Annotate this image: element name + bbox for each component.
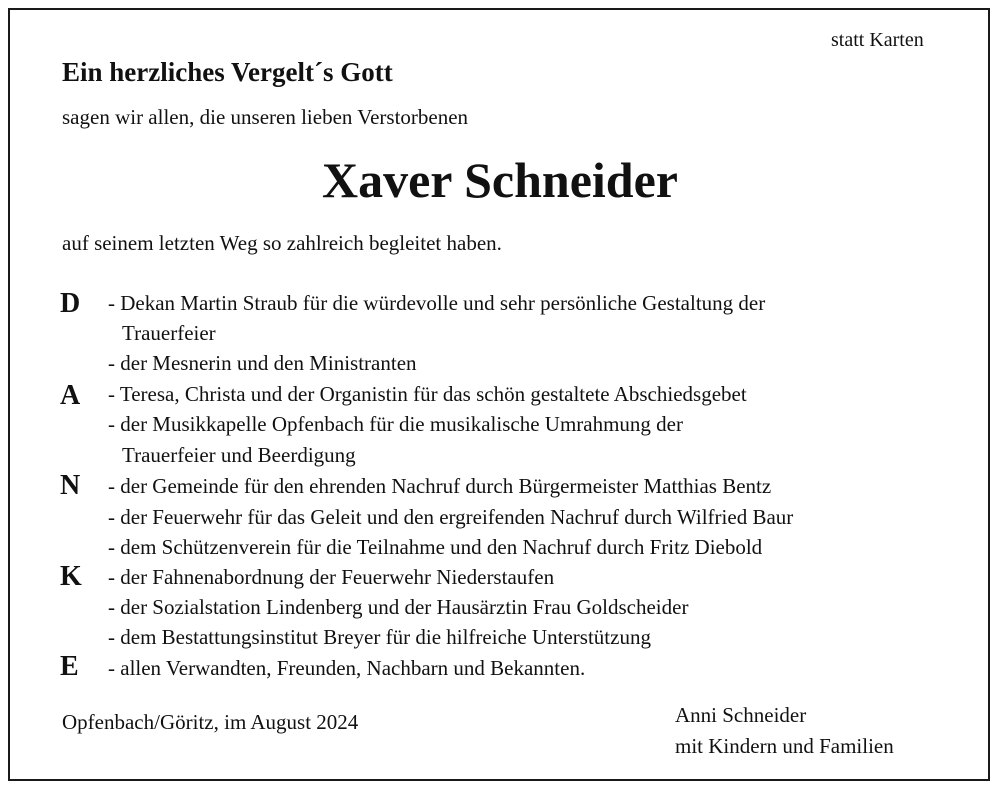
thanks-line: - Teresa, Christa und der Organistin für das schön gestaltete Abschiedsgebet (108, 382, 747, 406)
danke-letter-d: D (60, 288, 81, 319)
thanks-line: - allen Verwandten, Freunden, Nachbarn und Bekannten. (108, 656, 586, 680)
thanks-line: Trauerfeier und Beerdigung (122, 443, 356, 467)
thanks-line: - der Musikkapelle Opfenbach für die musikalische Umrahmung der (108, 412, 683, 436)
deceased-name: Xaver Schneider (322, 152, 678, 208)
thanks-line: - der Fahnenabordnung der Feuerwehr Niederstaufen (108, 565, 555, 589)
signature-name: Anni Schneider (675, 703, 807, 727)
thanks-line: - der Feuerwehr für das Geleit und den ergreifenden Nachruf durch Wilfried Baur (108, 505, 794, 529)
danke-letter-a: A (60, 380, 81, 411)
thanks-line: - dem Bestattungsinstitut Breyer für die hilfreiche Unterstützung (108, 625, 651, 649)
danke-letter-n: N (60, 470, 81, 501)
thanks-line: - der Sozialstation Lindenberg und der Hausärztin Frau Goldscheider (108, 595, 689, 619)
intro-text: sagen wir allen, die unseren lieben Verstorbenen (62, 105, 469, 129)
thanks-line: - dem Schützenverein für die Teilnahme und den Nachruf durch Fritz Diebold (108, 535, 763, 559)
signature-family: mit Kindern und Familien (675, 734, 894, 758)
danke-letter-k: K (60, 561, 82, 592)
outro-text: auf seinem letzten Weg so zahlreich begleitet haben. (62, 231, 502, 255)
thanks-line: - Dekan Martin Straub für die würdevolle und sehr persönliche Gestaltung der (108, 291, 766, 315)
place-date: Opfenbach/Göritz, im August 2024 (62, 710, 359, 734)
thanks-line: Trauerfeier (122, 321, 216, 345)
thanks-line: - der Mesnerin und den Ministranten (108, 351, 417, 375)
thanks-heading: Ein herzliches Vergelt´s Gott (62, 57, 393, 87)
statt-karten-note: statt Karten (831, 29, 924, 51)
thanks-line: - der Gemeinde für den ehrenden Nachruf durch Bürgermeister Matthias Bentz (108, 474, 772, 498)
danke-letter-e: E (60, 651, 79, 682)
